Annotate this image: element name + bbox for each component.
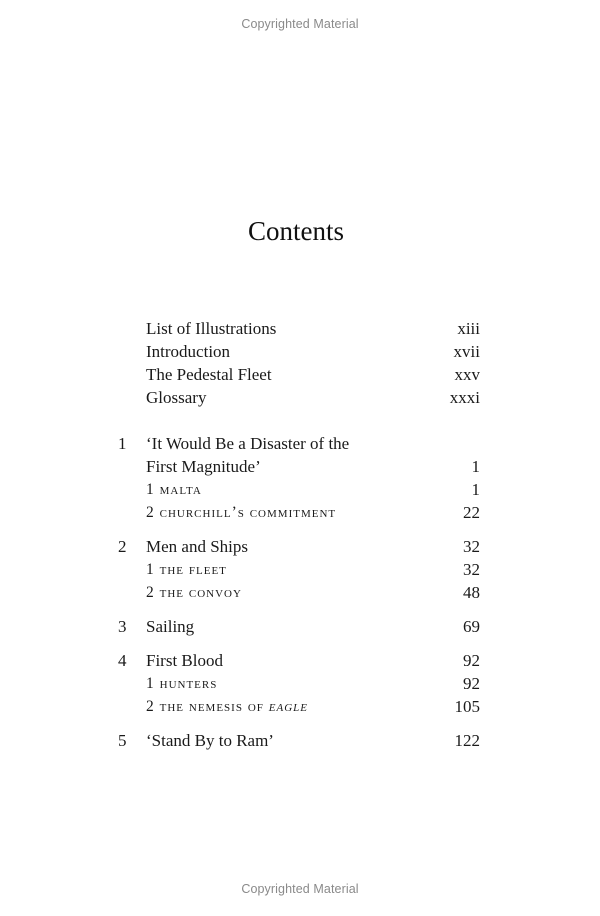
chapter-page: 122 (454, 731, 480, 750)
toc-entry-page: xxv (454, 365, 480, 384)
toc-entry-page: xxxi (449, 388, 480, 407)
chapter-number: 2 (118, 537, 127, 556)
toc-entry-introduction[interactable] (118, 340, 480, 363)
toc-chapter-3[interactable] (118, 615, 480, 638)
section-page: 48 (463, 583, 480, 602)
section-page: 32 (463, 560, 480, 579)
toc-section-1-1[interactable] (118, 478, 480, 501)
toc-section-2-2[interactable] (118, 581, 480, 604)
chapter-number: 1 (118, 434, 127, 453)
chapter-title: ‘Stand By to Ram’ (146, 731, 274, 750)
section-page: 105 (454, 697, 480, 716)
toc-entry-label: The Pedestal Fleet (146, 365, 272, 384)
toc-entry-illustrations[interactable] (118, 317, 480, 340)
toc-entry-glossary[interactable] (118, 386, 480, 409)
chapter-number: 4 (118, 651, 127, 670)
toc-section-4-1[interactable] (118, 672, 480, 695)
chapter-title: Men and Ships (146, 537, 248, 556)
toc-section-2-1[interactable] (118, 558, 480, 581)
toc-entry-label: List of Illustrations (146, 319, 277, 338)
section-label: 2 the convoy (146, 584, 242, 601)
chapter-number: 3 (118, 617, 127, 636)
toc-chapter-5[interactable] (118, 729, 480, 752)
chapter-number: 5 (118, 731, 127, 750)
toc-entry-page: xiii (457, 319, 480, 338)
section-label: 2 churchill’s commitment (146, 504, 337, 521)
section-page: 1 (471, 480, 480, 499)
ship-name-italic: eagle (268, 698, 308, 715)
chapter-page: 92 (463, 651, 480, 670)
chapter-title: ‘It Would Be a Disaster of the (146, 434, 350, 453)
copyright-watermark-top: Copyrighted Material (241, 17, 359, 31)
toc-chapter-1-line2[interactable] (118, 455, 480, 478)
section-label: 1 malta (146, 481, 202, 498)
toc-entry-label: Glossary (146, 388, 207, 407)
section-label: 2 the nemesis of eagle (146, 698, 308, 715)
chapter-page: 32 (463, 537, 480, 556)
toc-section-1-2[interactable] (118, 501, 480, 524)
section-label: 1 the fleet (146, 561, 227, 578)
toc-entry-label: Introduction (146, 342, 231, 361)
toc-chapter-4[interactable] (118, 649, 480, 672)
toc-chapter-2[interactable] (118, 535, 480, 558)
copyright-watermark-bottom: Copyrighted Material (241, 882, 359, 896)
section-label: 1 hunters (146, 675, 218, 692)
section-page: 92 (463, 674, 480, 693)
chapter-page: 1 (471, 457, 480, 476)
chapter-title: Sailing (146, 617, 195, 636)
chapter-title: First Blood (146, 651, 223, 670)
page-title: Contents (247, 216, 344, 246)
chapter-page: 69 (463, 617, 480, 636)
toc-entry-pedestal-fleet[interactable] (118, 363, 480, 386)
chapter-title: First Magnitude’ (146, 457, 261, 476)
toc-chapter-1[interactable] (118, 432, 480, 455)
section-page: 22 (463, 503, 480, 522)
toc-section-4-2[interactable] (118, 695, 480, 718)
toc-entry-page: xvii (453, 342, 480, 361)
